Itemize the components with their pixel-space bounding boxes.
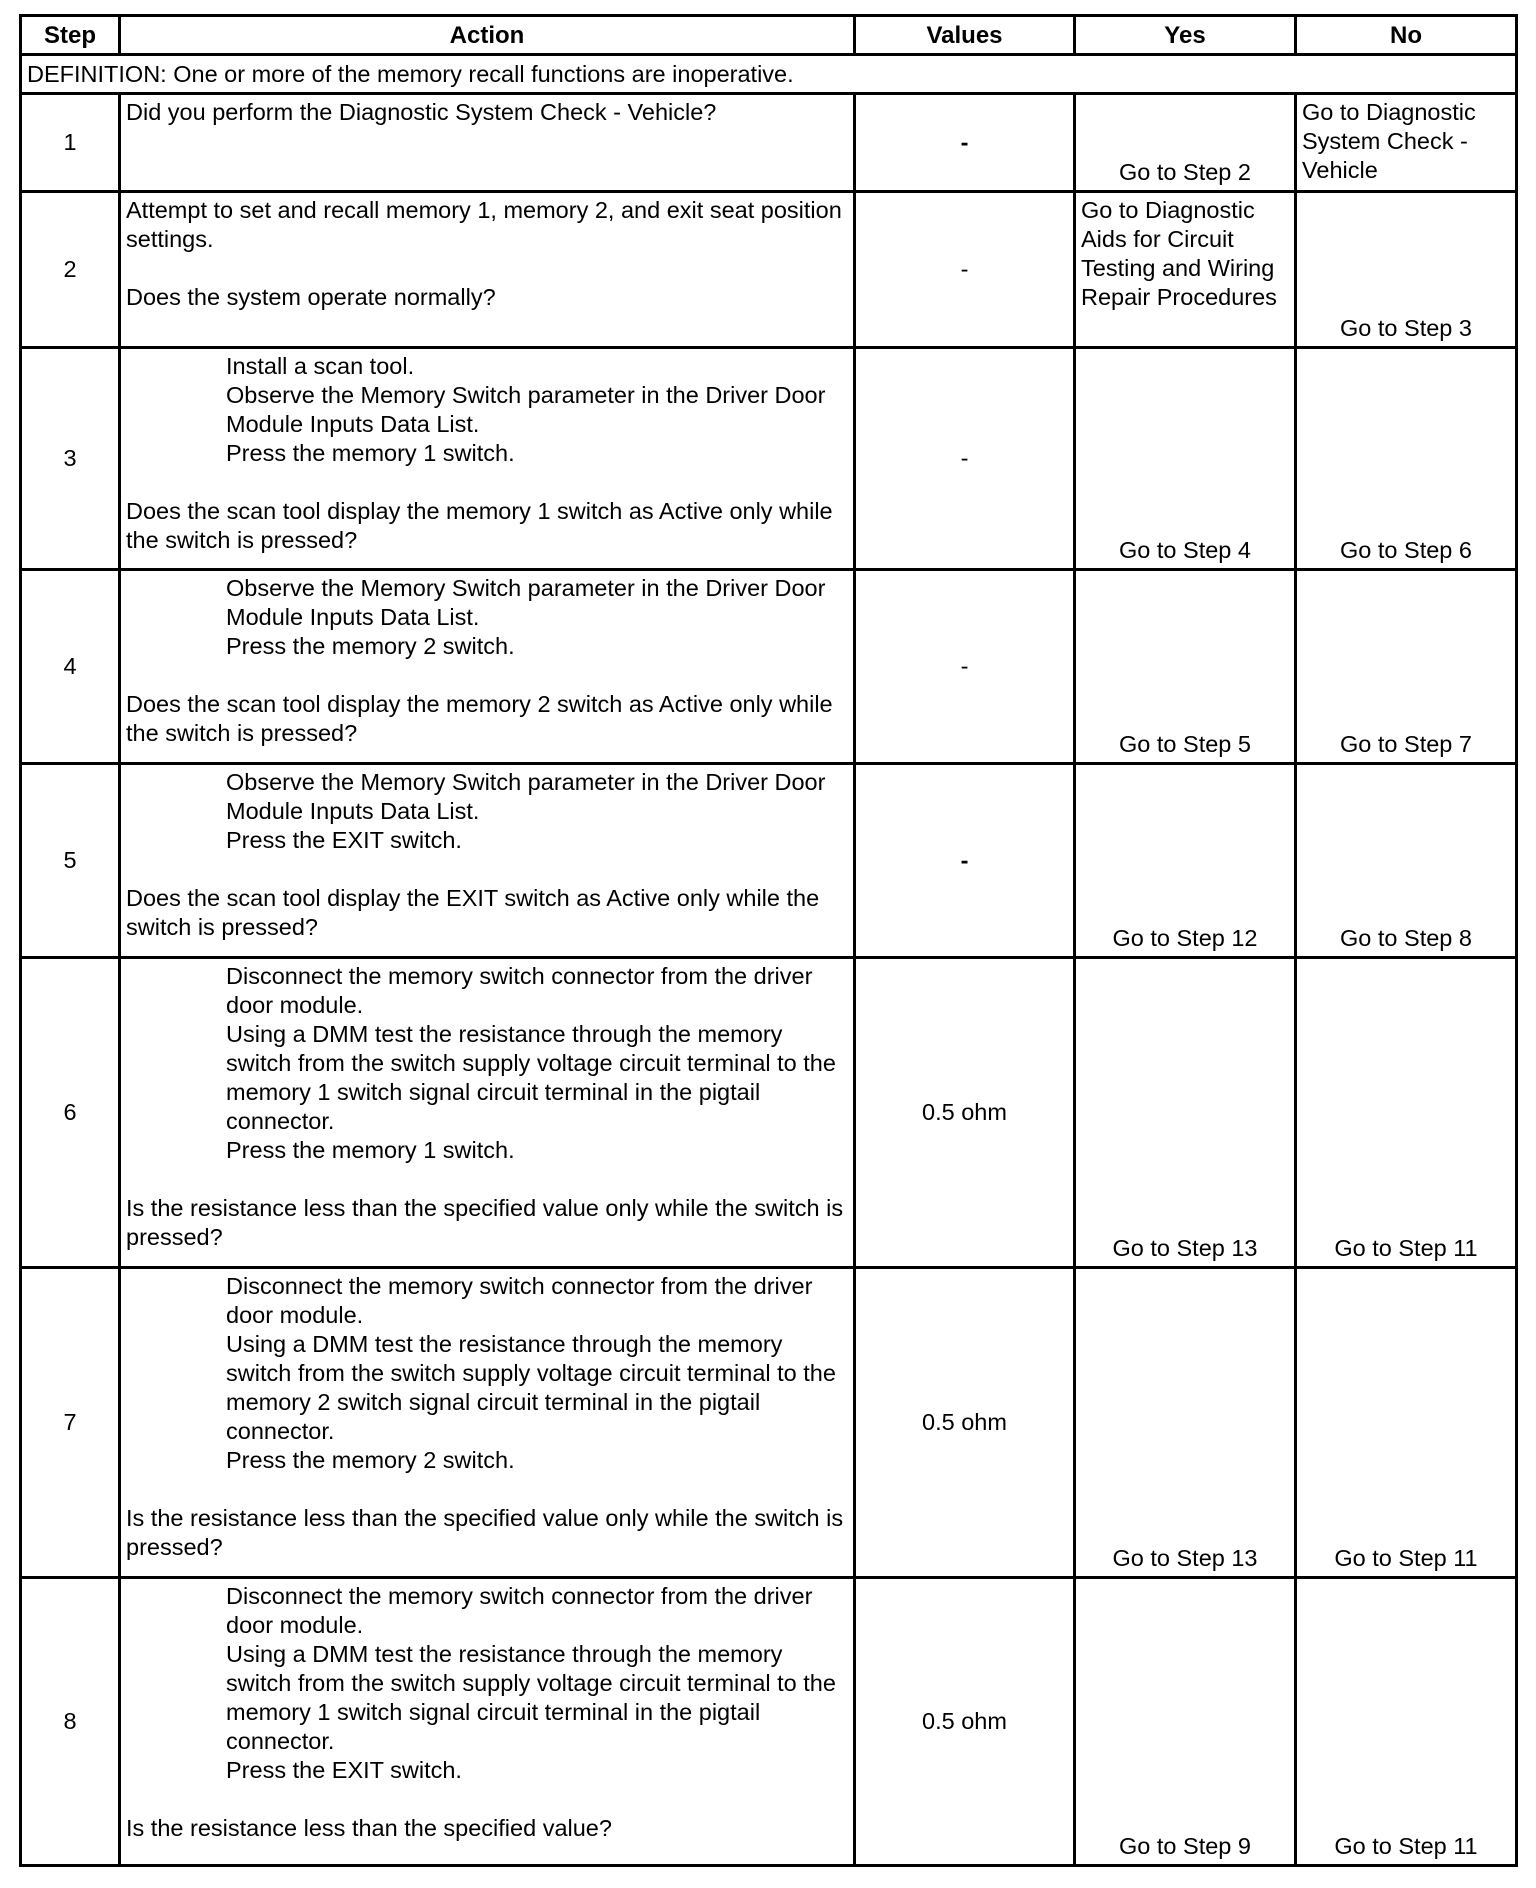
value-cell: 0.5 ohm: [855, 1268, 1075, 1578]
value-cell: 0.5 ohm: [855, 958, 1075, 1268]
action-substep: Disconnect the memory switch connector from the driver door module.: [226, 1583, 813, 1638]
step-number: 2: [21, 192, 120, 348]
definition-text: DEFINITION: One or more of the memory recall functions are inoperative.: [21, 55, 1517, 94]
value-cell: -: [855, 192, 1075, 348]
no-cell: Go to Diagnostic System Check - Vehicle: [1296, 94, 1517, 192]
table-body: [21, 55, 1517, 1866]
header-yes: Yes: [1075, 16, 1296, 55]
action-substep: Press the memory 1 switch.: [226, 440, 515, 466]
table-row: [21, 570, 1517, 764]
action-substep: Disconnect the memory switch connector from the driver door module.: [226, 963, 813, 1018]
yes-cell: Go to Step 5: [1075, 570, 1296, 764]
value-cell: -: [855, 570, 1075, 764]
action-substep: Disconnect the memory switch connector from the driver door module.: [226, 1273, 813, 1328]
action-question: Does the scan tool display the memory 2 switch as Active only while the switch is pressed?: [126, 691, 833, 746]
header-row: [21, 16, 1517, 55]
action-question: Does the scan tool display the memory 1 switch as Active only while the switch is pressed?: [126, 498, 833, 553]
action-substep: Using a DMM test the resistance through the memory switch from the switch supply voltage circuit terminal to the memory 1 switch signal circuit terminal in the pigtail connector.: [226, 1641, 836, 1754]
action-question: Did you perform the Diagnostic System Check - Vehicle?: [126, 99, 717, 125]
action-question: Does the system operate normally?: [126, 284, 496, 310]
header-step: Step: [21, 16, 120, 55]
yes-cell: Go to Step 9: [1075, 1578, 1296, 1866]
step-number: 1: [21, 94, 120, 192]
action-cell: [120, 1578, 855, 1866]
step-number: 7: [21, 1268, 120, 1578]
table-row: [21, 958, 1517, 1268]
value-cell: -: [855, 94, 1075, 192]
diagnostic-table: [19, 14, 1518, 1867]
step-number: 5: [21, 764, 120, 958]
action-substep: Using a DMM test the resistance through the memory switch from the switch supply voltage circuit terminal to the memory 1 switch signal circuit terminal in the pigtail connector.: [226, 1021, 836, 1134]
action-cell: [120, 1268, 855, 1578]
action-cell: [120, 192, 855, 348]
value-cell: -: [855, 348, 1075, 570]
step-number: 4: [21, 570, 120, 764]
yes-cell: Go to Step 4: [1075, 348, 1296, 570]
no-cell: Go to Step 11: [1296, 1268, 1517, 1578]
action-question: Does the scan tool display the EXIT switch as Active only while the switch is pressed?: [126, 885, 820, 940]
header-action: Action: [120, 16, 855, 55]
action-substep: Observe the Memory Switch parameter in the Driver Door Module Inputs Data List.: [226, 382, 826, 437]
action-question: Is the resistance less than the specified value?: [126, 1815, 612, 1841]
action-substep: Press the EXIT switch.: [226, 1757, 462, 1783]
value-cell: -: [855, 764, 1075, 958]
no-cell: Go to Step 11: [1296, 1578, 1517, 1866]
table-row: [21, 1578, 1517, 1866]
action-cell: [120, 764, 855, 958]
header-no: No: [1296, 16, 1517, 55]
action-substep: Observe the Memory Switch parameter in the Driver Door Module Inputs Data List.: [226, 575, 826, 630]
action-substep: Observe the Memory Switch parameter in the Driver Door Module Inputs Data List.: [226, 769, 826, 824]
yes-cell: Go to Step 13: [1075, 958, 1296, 1268]
action-cell: [120, 348, 855, 570]
action-substep: Press the memory 2 switch.: [226, 1447, 515, 1473]
action-substep: Using a DMM test the resistance through the memory switch from the switch supply voltage circuit terminal to the memory 2 switch signal circuit terminal in the pigtail connector.: [226, 1331, 836, 1444]
no-cell: Go to Step 7: [1296, 570, 1517, 764]
value-cell: 0.5 ohm: [855, 1578, 1075, 1866]
no-cell: Go to Step 11: [1296, 958, 1517, 1268]
table-row: [21, 94, 1517, 192]
no-cell: Go to Step 6: [1296, 348, 1517, 570]
action-cell: [120, 570, 855, 764]
table-row: [21, 764, 1517, 958]
yes-cell: Go to Step 2: [1075, 94, 1296, 192]
step-number: 8: [21, 1578, 120, 1866]
action-substep: Press the EXIT switch.: [226, 827, 462, 853]
action-cell: [120, 958, 855, 1268]
table-row: [21, 348, 1517, 570]
table-row: [21, 1268, 1517, 1578]
step-number: 3: [21, 348, 120, 570]
definition-row: [21, 55, 1517, 94]
yes-cell: Go to Diagnostic Aids for Circuit Testing and Wiring Repair Procedures: [1075, 192, 1296, 348]
table-row: [21, 192, 1517, 348]
action-instruction: Attempt to set and recall memory 1, memory 2, and exit seat position settings.: [126, 197, 842, 252]
header-values: Values: [855, 16, 1075, 55]
action-question: Is the resistance less than the specified value only while the switch is pressed?: [126, 1195, 844, 1250]
yes-cell: Go to Step 12: [1075, 764, 1296, 958]
no-cell: Go to Step 3: [1296, 192, 1517, 348]
no-cell: Go to Step 8: [1296, 764, 1517, 958]
action-question: Is the resistance less than the specified value only while the switch is pressed?: [126, 1505, 844, 1560]
action-substep: Install a scan tool.: [226, 353, 415, 379]
action-cell: [120, 94, 855, 192]
yes-cell: Go to Step 13: [1075, 1268, 1296, 1578]
step-number: 6: [21, 958, 120, 1268]
action-substep: Press the memory 2 switch.: [226, 633, 515, 659]
action-substep: Press the memory 1 switch.: [226, 1137, 515, 1163]
